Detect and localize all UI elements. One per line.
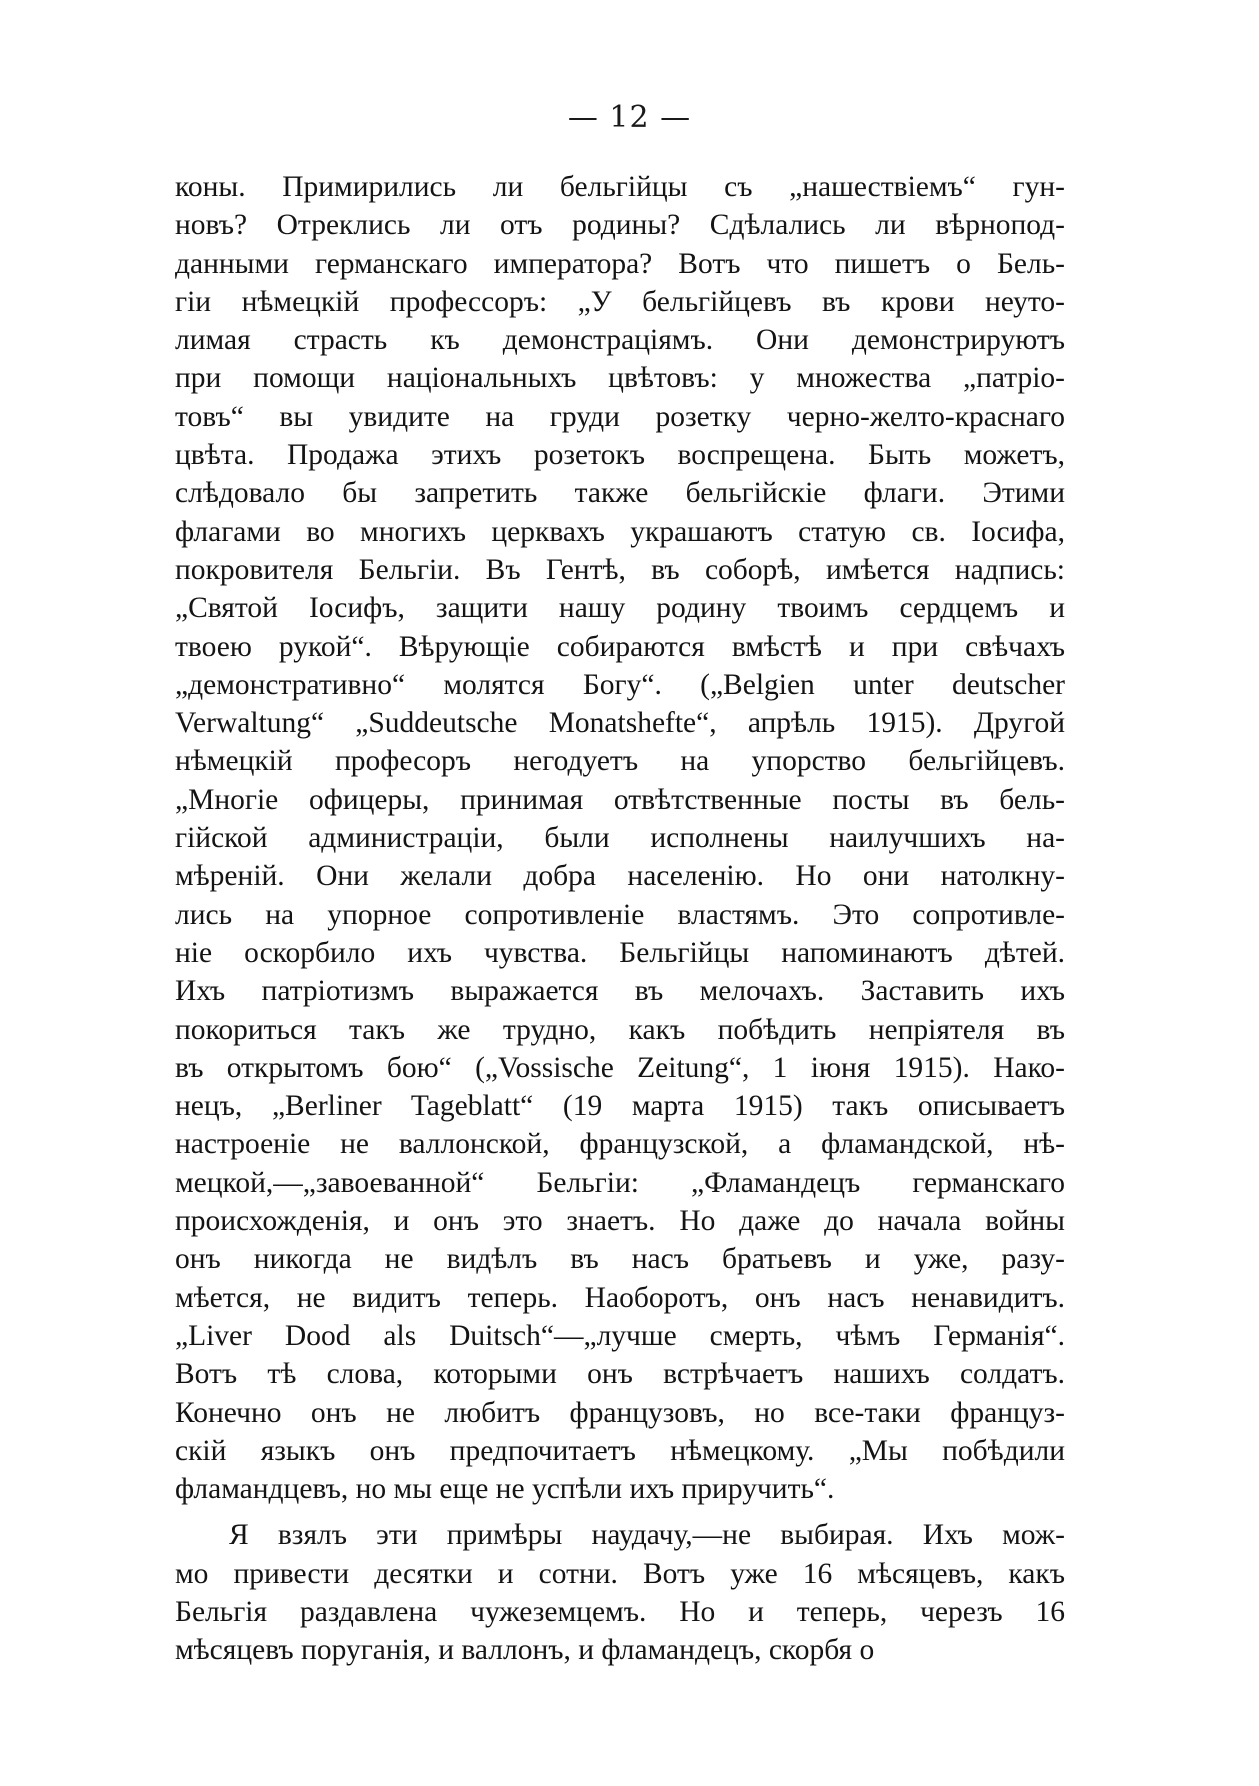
text-line: въ открытомъ бою“ („Vossische Zeitung“, 1 іюня 1915). Нако- [175, 1051, 1065, 1084]
text-line: Конечно онъ не любитъ французовъ, но все-таки француз- [175, 1396, 1065, 1429]
text-line: при помощи національныхъ цвѣтовъ: у множества „патріо- [175, 362, 1065, 395]
paragraph-1 [175, 168, 1065, 1508]
text-line: лимая страсть къ демонстраціямъ. Они демонстрируютъ [175, 324, 1065, 357]
text-line: мецкой,—„завоеванной“ Бельгіи: „Фламандецъ германскаго [175, 1166, 1065, 1199]
text-line: нѣмецкій професоръ негодуетъ на упорство бельгійцевъ. [175, 745, 1065, 778]
text-line: „Многіе офицеры, принимая отвѣтственные посты въ бель- [175, 783, 1065, 816]
text-line: „Святой Іосифъ, защити нашу родину твоимъ сердцемъ и [175, 592, 1065, 625]
text-line: скій языкъ онъ предпочитаетъ нѣмецкому. „Мы побѣдили [175, 1434, 1065, 1467]
text-line: флагами во многихъ церквахъ украшаютъ статую св. Іосифа, [175, 515, 1065, 548]
text-line: мѣсяцевъ поруганія, и валлонъ, и фламандецъ, скорбя о [175, 1634, 875, 1667]
text-line: гіи нѣмецкій профессоръ: „У бельгійцевъ въ крови неуто- [175, 285, 1065, 318]
text-line: онъ никогда не видѣлъ въ насъ братьевъ и уже, разу- [175, 1243, 1065, 1276]
page-body-text [175, 168, 1065, 1670]
text-line: Ихъ патріотизмъ выражается въ мелочахъ. Заставить ихъ [175, 975, 1065, 1008]
text-line: Вотъ тѣ слова, которыми онъ встрѣчаетъ нашихъ солдатъ. [175, 1358, 1065, 1391]
paragraph-2 [175, 1516, 1065, 1669]
text-line: Бельгія раздавлена чужеземцемъ. Но и теперь, черезъ 16 [175, 1595, 1065, 1628]
text-line: „демонстративно“ молятся Богу“. („Belgien unter deutscher [175, 668, 1065, 701]
text-line: происхожденія, и онъ это знаетъ. Но даже до начала войны [175, 1205, 1065, 1238]
text-line: покориться такъ же трудно, какъ побѣдить непріятеля въ [175, 1013, 1065, 1046]
text-line: цвѣта. Продажа этихъ розетокъ воспрещена. Быть можетъ, [175, 439, 1065, 472]
text-line: покровителя Бельгіи. Въ Гентѣ, въ соборѣ, имѣется надпись: [175, 553, 1065, 586]
text-line: коны. Примирились ли бельгійцы съ „нашествіемъ“ гун- [175, 171, 1065, 203]
paragraph-gap [175, 1508, 1065, 1516]
text-line: нецъ, „Berliner Tageblatt“ (19 марта 1915) такъ описываетъ [175, 1090, 1065, 1123]
text-line: данными германскаго императора? Вотъ что пишетъ о Бель- [175, 247, 1065, 280]
text-line: гійской администраціи, были исполнены наилучшихъ на- [175, 822, 1065, 855]
text-line: мѣреній. Они желали добра населенію. Но они натолкну- [175, 860, 1065, 893]
text-line: настроеніе не валлонской, французской, а фламандской, нѣ- [175, 1128, 1065, 1161]
text-line: товъ“ вы увидите на груди розетку черно-желто-краснаго [175, 400, 1065, 433]
text-line: ніе оскорбило ихъ чувства. Бельгійцы напоминаютъ дѣтей. [175, 936, 1065, 969]
text-line: слѣдовало бы запретить также бельгійскіе флаги. Этими [175, 477, 1065, 510]
text-line: мѣется, не видитъ теперь. Наоборотъ, онъ насъ ненавидитъ. [175, 1281, 1065, 1314]
text-line: лись на упорное сопротивленіе властямъ. Это сопротивле- [175, 898, 1065, 931]
text-line: новъ? Отреклись ли отъ родины? Сдѣлались ли вѣрнопод- [175, 209, 1065, 242]
text-line: Verwaltung“ „Suddeutsche Monatshefte“, апрѣль 1915). Другой [175, 707, 1065, 740]
text-line: фламандцевъ, но мы еще не успѣли ихъ приручить“. [175, 1473, 835, 1506]
page-number: — 12 — [567, 100, 692, 135]
text-line: Я взялъ эти примѣры наудачу,—не выбирая. Ихъ мож- [229, 1519, 1065, 1552]
text-line: мо привести десятки и сотни. Вотъ уже 16 мѣсяцевъ, какъ [175, 1557, 1065, 1590]
text-line: твоею рукой“. Вѣрующіе собираются вмѣстѣ и при свѣчахъ [175, 630, 1065, 663]
text-line: „Liver Dood als Duitsch“—„лучше смерть, чѣмъ Германія“. [175, 1319, 1065, 1352]
